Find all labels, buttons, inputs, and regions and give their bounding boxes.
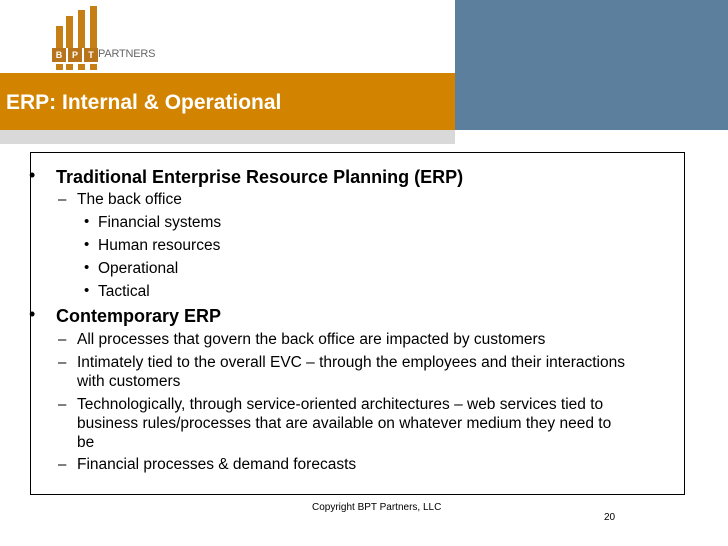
- list-item-level3: Financial systems: [98, 214, 222, 231]
- list-item-level2: The back office: [77, 191, 182, 208]
- bullet: •: [84, 236, 90, 253]
- bullet: •: [84, 282, 90, 299]
- copyright-footer: Copyright BPT Partners, LLC: [312, 502, 442, 513]
- list-item-level1: Contemporary ERP: [56, 306, 222, 326]
- slide-title: ERP: Internal & Operational: [6, 91, 282, 114]
- list-item-level2: Technologically, through service-oriented architectures – web services tied to: [77, 396, 604, 413]
- title-underline-strip: [0, 130, 455, 144]
- list-item-continuation: with customers: [77, 373, 181, 390]
- list-item-level3: Operational: [98, 260, 179, 277]
- logo-letter-p: P: [68, 48, 82, 62]
- bullet: •: [29, 304, 36, 324]
- dash-bullet: –: [58, 354, 67, 371]
- bpt-logo: [34, 6, 154, 76]
- title-bar: [0, 73, 455, 130]
- list-item-level3: Tactical: [98, 283, 150, 300]
- bullet: •: [29, 165, 36, 185]
- list-item-continuation: be: [77, 434, 95, 451]
- list-item-level3: Human resources: [98, 237, 221, 254]
- dash-bullet: –: [58, 191, 67, 208]
- list-item-level2: All processes that govern the back office are impacted by customers: [77, 331, 546, 348]
- list-item-level2: Financial processes & demand forecasts: [77, 456, 357, 473]
- logo-letter-t: T: [84, 48, 98, 62]
- bullet: •: [84, 259, 90, 276]
- page-number: 20: [604, 512, 616, 523]
- logo-letter-b: B: [52, 48, 66, 62]
- dash-bullet: –: [58, 396, 67, 413]
- dash-bullet: –: [58, 331, 67, 348]
- list-item-continuation: business rules/processes that are available on whatever medium they need to: [77, 415, 612, 432]
- title-underline-strip-right: [455, 130, 728, 144]
- header-accent-panel: [455, 0, 728, 130]
- content-box: [30, 152, 685, 495]
- list-item-level1: Traditional Enterprise Resource Planning (ERP): [56, 167, 464, 187]
- list-item-level2: Intimately tied to the overall EVC – through the employees and their interactions: [77, 354, 625, 371]
- dash-bullet: –: [58, 456, 67, 473]
- logo-partners-text: PARTNERS: [98, 48, 156, 60]
- bullet: •: [84, 213, 90, 230]
